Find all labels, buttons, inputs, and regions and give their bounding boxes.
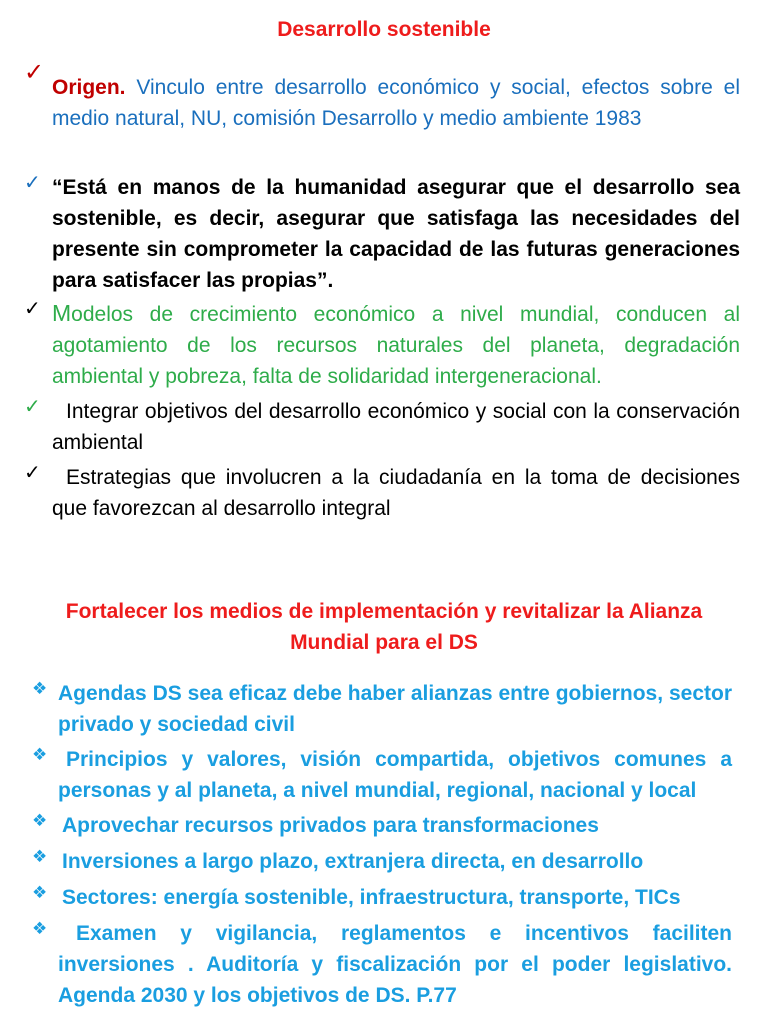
item-body: Aprovechar recursos privados para transformaciones [62, 814, 599, 837]
section-title-fortalecer [0, 596, 768, 658]
item-body: Inversiones a largo plazo, extranjera directa, en desarrollo [62, 850, 644, 873]
list-item-modelos [24, 298, 740, 392]
list-item-inversiones [32, 846, 732, 877]
diamond-bullet-icon: ❖ [32, 811, 48, 830]
diamond-bullet-icon: ❖ [32, 919, 48, 938]
section-title-desarrollo-sostenible: Desarrollo sostenible [277, 18, 491, 41]
check-icon: ✓ [24, 172, 41, 194]
item-body: Integrar objetivos del desarrollo económico y social con la conservación ambiental [52, 400, 740, 454]
item-lead-origen: Origen. [52, 76, 126, 99]
item-lead-m: M [52, 300, 72, 326]
list-item-agendas [32, 678, 732, 740]
item-body: “Está en manos de la humanidad asegurar que el desarrollo sea sostenible, es decir, asegurar que satisfaga las necesidades del presente sin comprometer la capacidad de las futuras generaciones para satisfacer las propias”. [52, 176, 740, 292]
check-icon: ✓ [24, 462, 41, 484]
diamond-bullet-icon: ❖ [32, 847, 48, 866]
list-item-estrategias [24, 462, 740, 524]
check-icon: ✓ [24, 59, 45, 86]
list-item-principios [32, 744, 732, 806]
item-body: Examen y vigilancia, reglamentos e incentivos faciliten inversiones . Auditoría y fiscalización por el poder legislativo. Agenda 2030 y los objetivos de DS. P.77 [58, 922, 732, 1007]
list-item-aprovechar [32, 810, 732, 841]
check-icon: ✓ [24, 298, 41, 320]
item-text [52, 62, 740, 134]
section-title-line-1: Fortalecer los medios de implementación y revitalizar la Alianza [65, 600, 703, 623]
list-item-examen [32, 918, 732, 1011]
list-item-integrar [24, 396, 740, 458]
section-title-line-2: Mundial para el DS [290, 631, 478, 654]
list-item-origen [24, 59, 740, 134]
diamond-bullet-icon: ❖ [32, 883, 48, 902]
diamond-bullet-icon: ❖ [32, 745, 48, 764]
item-body: Estrategias que involucren a la ciudadanía en la toma de decisiones que favorezcan al desarrollo integral [52, 466, 740, 520]
item-body: Sectores: energía sostenible, infraestructura, transporte, TICs [62, 886, 681, 909]
list-item-quote [24, 172, 740, 296]
list-item-sectores [32, 882, 732, 913]
check-icon: ✓ [24, 396, 41, 418]
item-text [52, 298, 740, 392]
item-body: odelos de crecimiento económico a nivel mundial, conducen al agotamiento de los recursos naturales del planeta, degradación ambiental y pobreza, falta de solidaridad intergeneracional. [52, 303, 740, 388]
item-body: Principios y valores, visión compartida, objetivos comunes a personas y al planeta, a nivel mundial, regional, nacional y local [58, 748, 732, 802]
item-body: Vinculo entre desarrollo económico y social, efectos sobre el medio natural, NU, comisión Desarrollo y medio ambiente 1983 [52, 76, 740, 130]
item-body: Agendas DS sea eficaz debe haber alianzas entre gobiernos, sector privado y sociedad civil [58, 682, 732, 736]
diamond-bullet-icon: ❖ [32, 679, 48, 698]
